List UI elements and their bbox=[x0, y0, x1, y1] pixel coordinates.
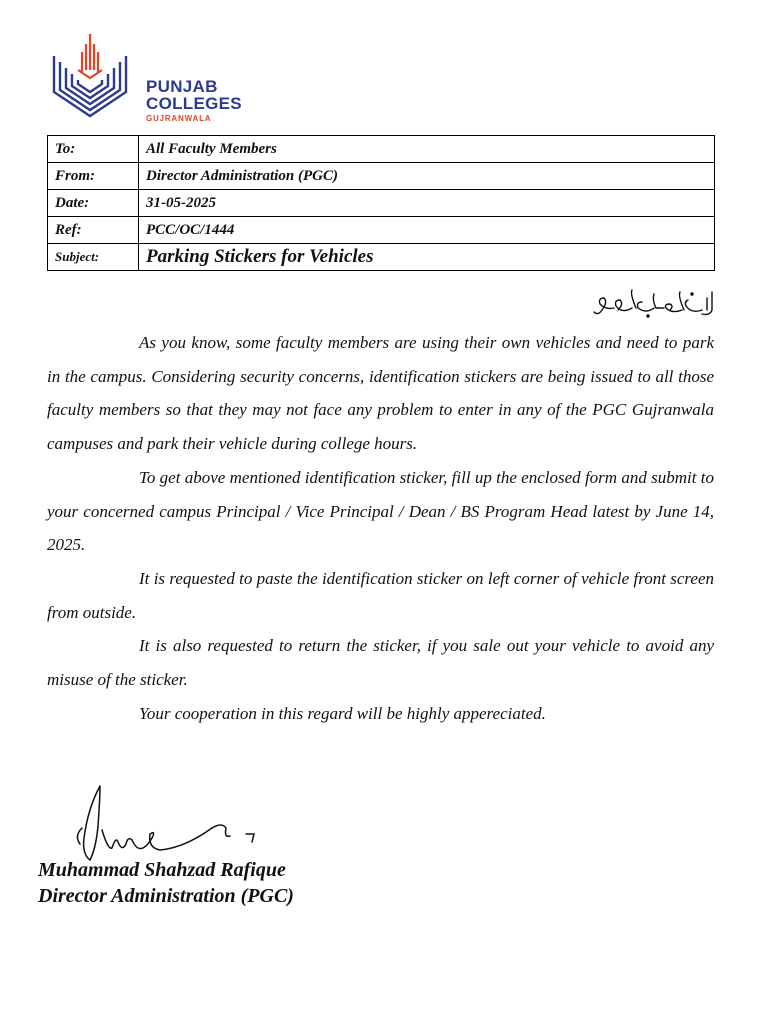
handwritten-signature bbox=[60, 778, 275, 868]
to-value: All Faculty Members bbox=[139, 136, 715, 163]
date-label: Date: bbox=[48, 190, 139, 217]
from-label: From: bbox=[48, 163, 139, 190]
signatory-title: Director Administration (PGC) bbox=[38, 885, 294, 907]
to-label: To: bbox=[48, 136, 139, 163]
ref-value: PCC/OC/1444 bbox=[139, 217, 715, 244]
subject-label: Subject: bbox=[48, 244, 139, 271]
body-paragraph: It is also requested to return the sticker, if you sale out your vehicle to avoid any misuse of the sticker. bbox=[47, 636, 714, 690]
logo-city: GUJRANWALA bbox=[146, 114, 212, 123]
letter-body bbox=[47, 326, 714, 730]
body-paragraph: It is requested to paste the identification sticker on left corner of vehicle front screen from outside. bbox=[47, 568, 714, 622]
logo-wordmark bbox=[146, 78, 242, 123]
college-logo bbox=[50, 30, 260, 130]
body-paragraph: As you know, some faculty members are using their own vehicles and need to park in the campus. Considering security concerns, identification stickers are being issued to all those faculty members so that they may not face any problem to enter in any of the PGC Gujranwala campuses and park their vehicle during college hours. bbox=[47, 333, 714, 454]
body-paragraph: Your cooperation in this regard will be highly appereciated. bbox=[139, 703, 546, 723]
signature-icon bbox=[60, 778, 275, 868]
greeting-calligraphy bbox=[592, 288, 717, 320]
from-value: Director Administration (PGC) bbox=[139, 163, 715, 190]
greeting-calligraphy-icon bbox=[592, 288, 717, 320]
date-value: 31-05-2025 bbox=[139, 190, 715, 217]
memo-row-ref bbox=[48, 217, 715, 244]
memo-header-table bbox=[47, 135, 715, 271]
signatory-name: Muhammad Shahzad Rafique bbox=[38, 859, 286, 881]
memo-row-subject bbox=[48, 244, 715, 271]
body-paragraph: To get above mentioned identification sticker, fill up the enclosed form and submit to your concerned campus Principal / Vice Principal / Dean / BS Program Head latest by June 14, 2025. bbox=[47, 467, 714, 555]
logo-name-line2: COLLEGES bbox=[146, 94, 242, 113]
memo-row-date bbox=[48, 190, 715, 217]
ref-label: Ref: bbox=[48, 217, 139, 244]
subject-value: Parking Stickers for Vehicles bbox=[139, 244, 715, 271]
logo-name-line1: PUNJAB bbox=[146, 77, 218, 96]
memo-row-to bbox=[48, 136, 715, 163]
memo-row-from bbox=[48, 163, 715, 190]
college-emblem-icon bbox=[50, 30, 140, 120]
